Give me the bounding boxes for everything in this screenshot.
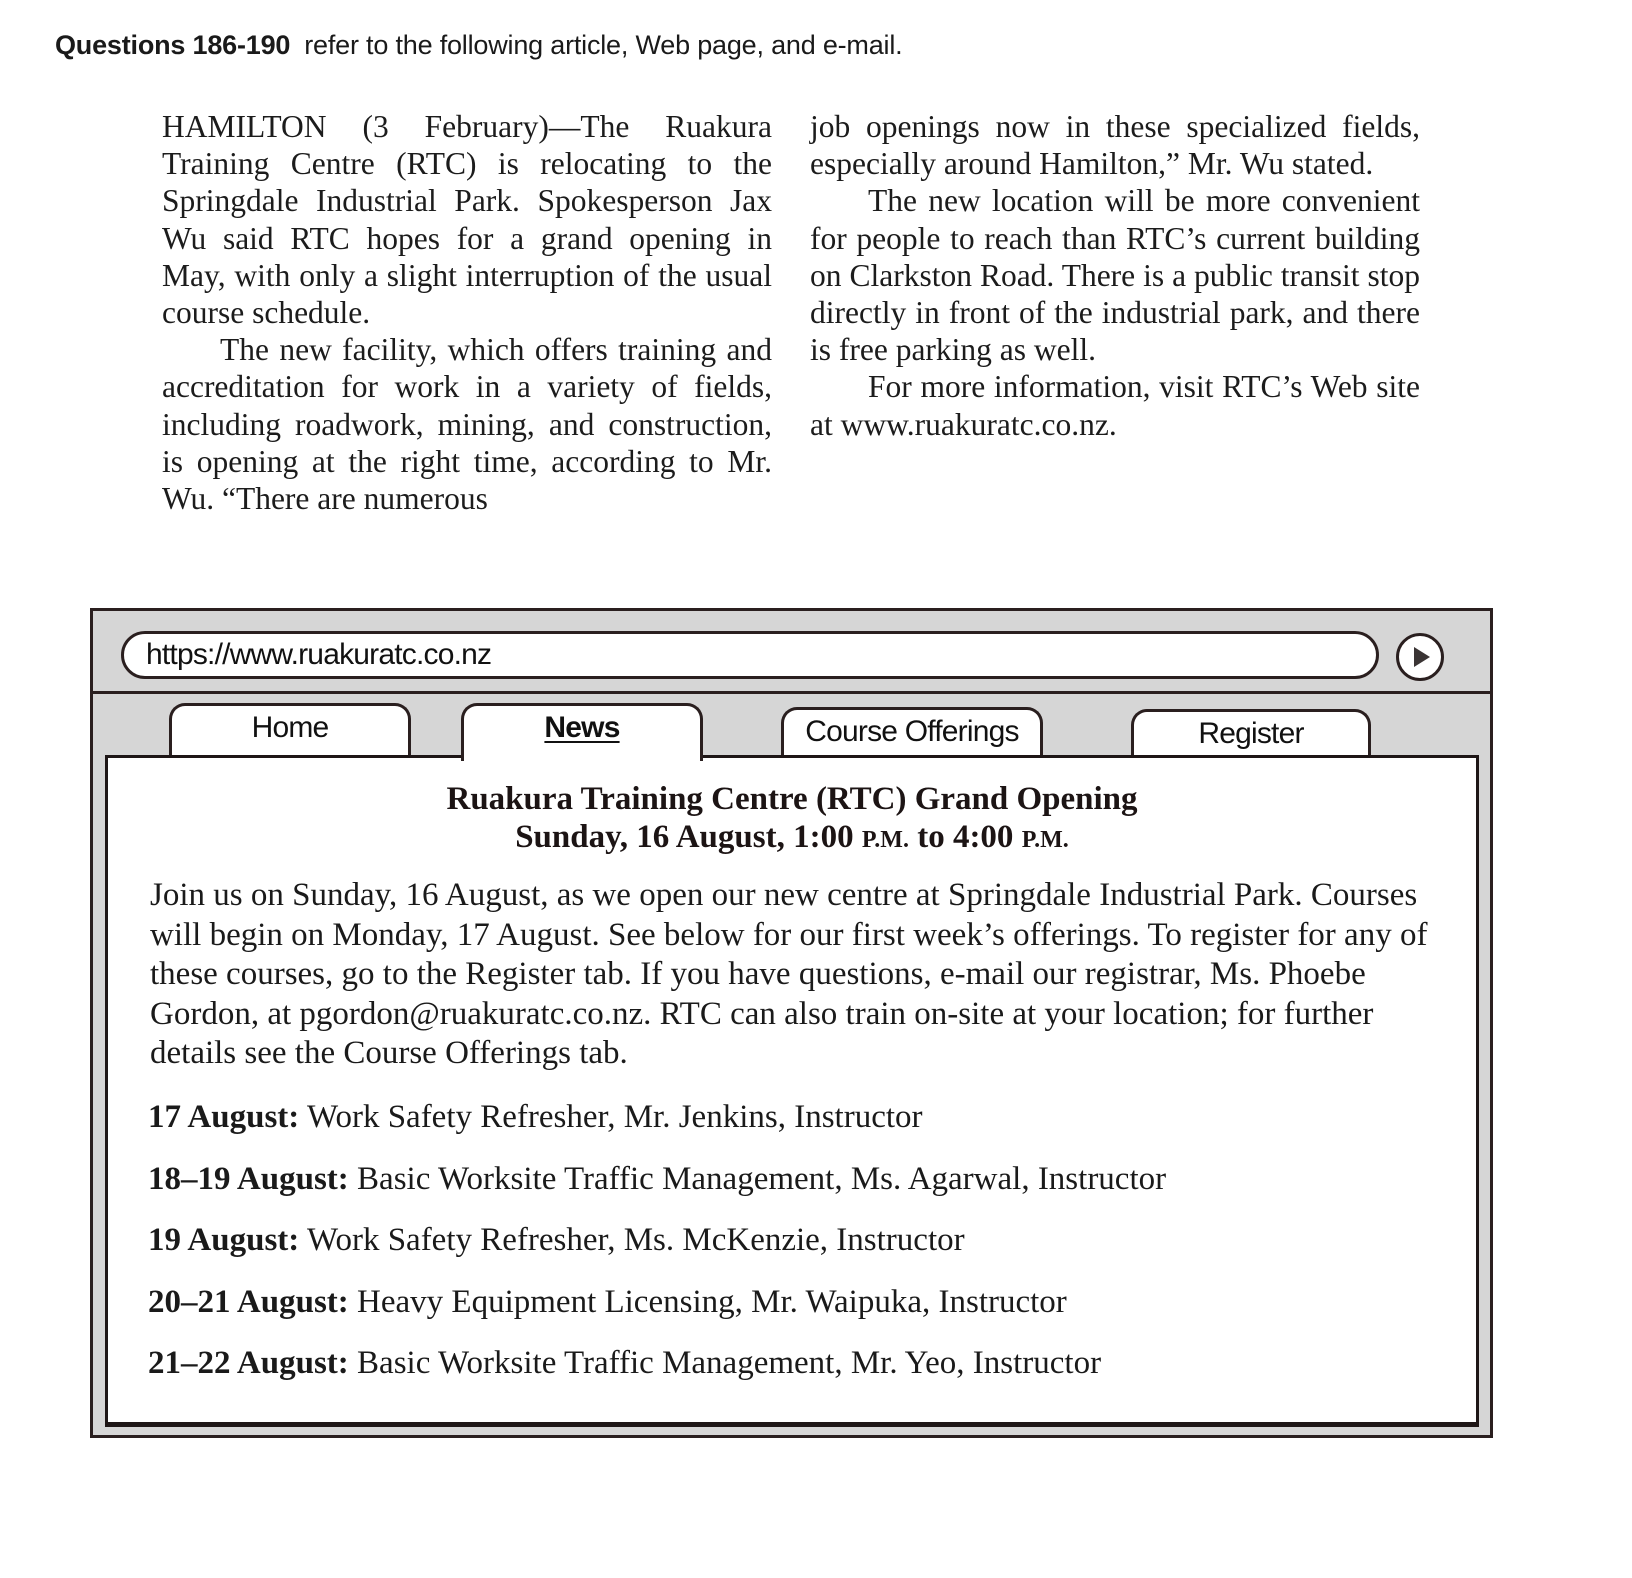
- event-pm-end: P.M.: [1021, 827, 1069, 853]
- schedule-course: Work Safety Refresher, Ms. McKenzie, Instructor: [306, 1222, 965, 1258]
- tab-label: News: [544, 711, 620, 744]
- event-datetime: [108, 818, 1476, 859]
- article-paragraph: For more information, visit RTC’s Web site at www.ruakuratc.co.nz.: [810, 369, 1420, 442]
- event-pm-start: P.M.: [861, 827, 909, 853]
- schedule-dates: 21–22 August:: [148, 1345, 349, 1381]
- schedule-course: Heavy Equipment Licensing, Mr. Waipuka, Instructor: [357, 1283, 1067, 1320]
- tab-home[interactable]: [169, 703, 411, 755]
- article-paragraph: The new facility, which offers training and accreditation for work in a variety of fields, including roadwork, mining, and construction, is opening at the right time, according to Mr. Wu. “There are numerous: [162, 332, 772, 517]
- schedule-course: Basic Worksite Traffic Management, Ms. Agarwal, Instructor: [357, 1160, 1167, 1197]
- event-date-start: Sunday, 16 August, 1:00: [515, 819, 854, 855]
- url-input[interactable]: https://www.ruakuratc.co.nz: [121, 631, 1379, 679]
- play-triangle-icon: [1414, 647, 1430, 667]
- toolbar-divider: [93, 691, 1490, 694]
- article-column-left: [162, 108, 772, 517]
- schedule-item: [148, 1098, 1448, 1160]
- schedule-dates: 19 August:: [148, 1222, 300, 1258]
- schedule-item: [148, 1160, 1448, 1222]
- schedule-dates: 17 August:: [148, 1099, 300, 1135]
- page-heading: [108, 780, 1476, 859]
- question-instructions: [55, 30, 902, 61]
- article-paragraph: The new location will be more convenient for people to reach than RTC’s current building on Clarkston Road. There is a public transit stop directly in front of the industrial park, and there is free parking as well.: [810, 183, 1420, 368]
- article-column-right: [810, 108, 1420, 443]
- question-description: refer to the following article, Web page, and e-mail.: [304, 30, 903, 60]
- schedule-course: Work Safety Refresher, Mr. Jenkins, Instructor: [306, 1099, 923, 1135]
- article-paragraph: job openings now in these specialized fields, especially around Hamilton,” Mr. Wu stated.: [810, 109, 1420, 182]
- go-button[interactable]: [1396, 633, 1444, 681]
- tab-news[interactable]: [461, 703, 703, 761]
- page-title: Ruakura Training Centre (RTC) Grand Opening: [446, 781, 1138, 817]
- course-schedule: [148, 1098, 1448, 1406]
- browser-window: [90, 608, 1493, 1438]
- tab-label: Course Offerings: [805, 715, 1019, 748]
- tab-label: Register: [1198, 717, 1304, 750]
- schedule-item: [148, 1283, 1448, 1345]
- schedule-dates: 20–21 August:: [148, 1283, 349, 1320]
- schedule-dates: 18–19 August:: [148, 1160, 349, 1197]
- schedule-item: [148, 1221, 1448, 1283]
- tab-label: Home: [251, 711, 329, 744]
- announcement-body: Join us on Sunday, 16 August, as we open our new centre at Springdale Industrial Park. Courses will begin on Monday, 17 August. See below for our first week’s offerings. To register for any of these courses, go to the Register tab. If you have questions, e-mail our registrar, Ms. Phoebe Gordon, at pgordon@ruakuratc.co.nz. RTC can also train on-site at your location; for further details see the Course Offerings tab.: [150, 877, 1428, 1072]
- page-content: [105, 755, 1479, 1427]
- schedule-course: Basic Worksite Traffic Management, Mr. Yeo, Instructor: [357, 1345, 1102, 1381]
- tab-course-offerings[interactable]: [781, 707, 1043, 759]
- event-time-end: to 4:00: [917, 819, 1014, 855]
- article-paragraph: HAMILTON (3 February)—The Ruakura Training Centre (RTC) is relocating to the Springdale Industrial Park. Spokesperson Jax Wu said RTC hopes for a grand opening in May, with only a slight interruption of the usual course schedule.: [162, 109, 772, 331]
- question-range: Questions 186-190: [55, 30, 291, 60]
- schedule-item: [148, 1344, 1448, 1406]
- tab-register[interactable]: [1131, 709, 1371, 761]
